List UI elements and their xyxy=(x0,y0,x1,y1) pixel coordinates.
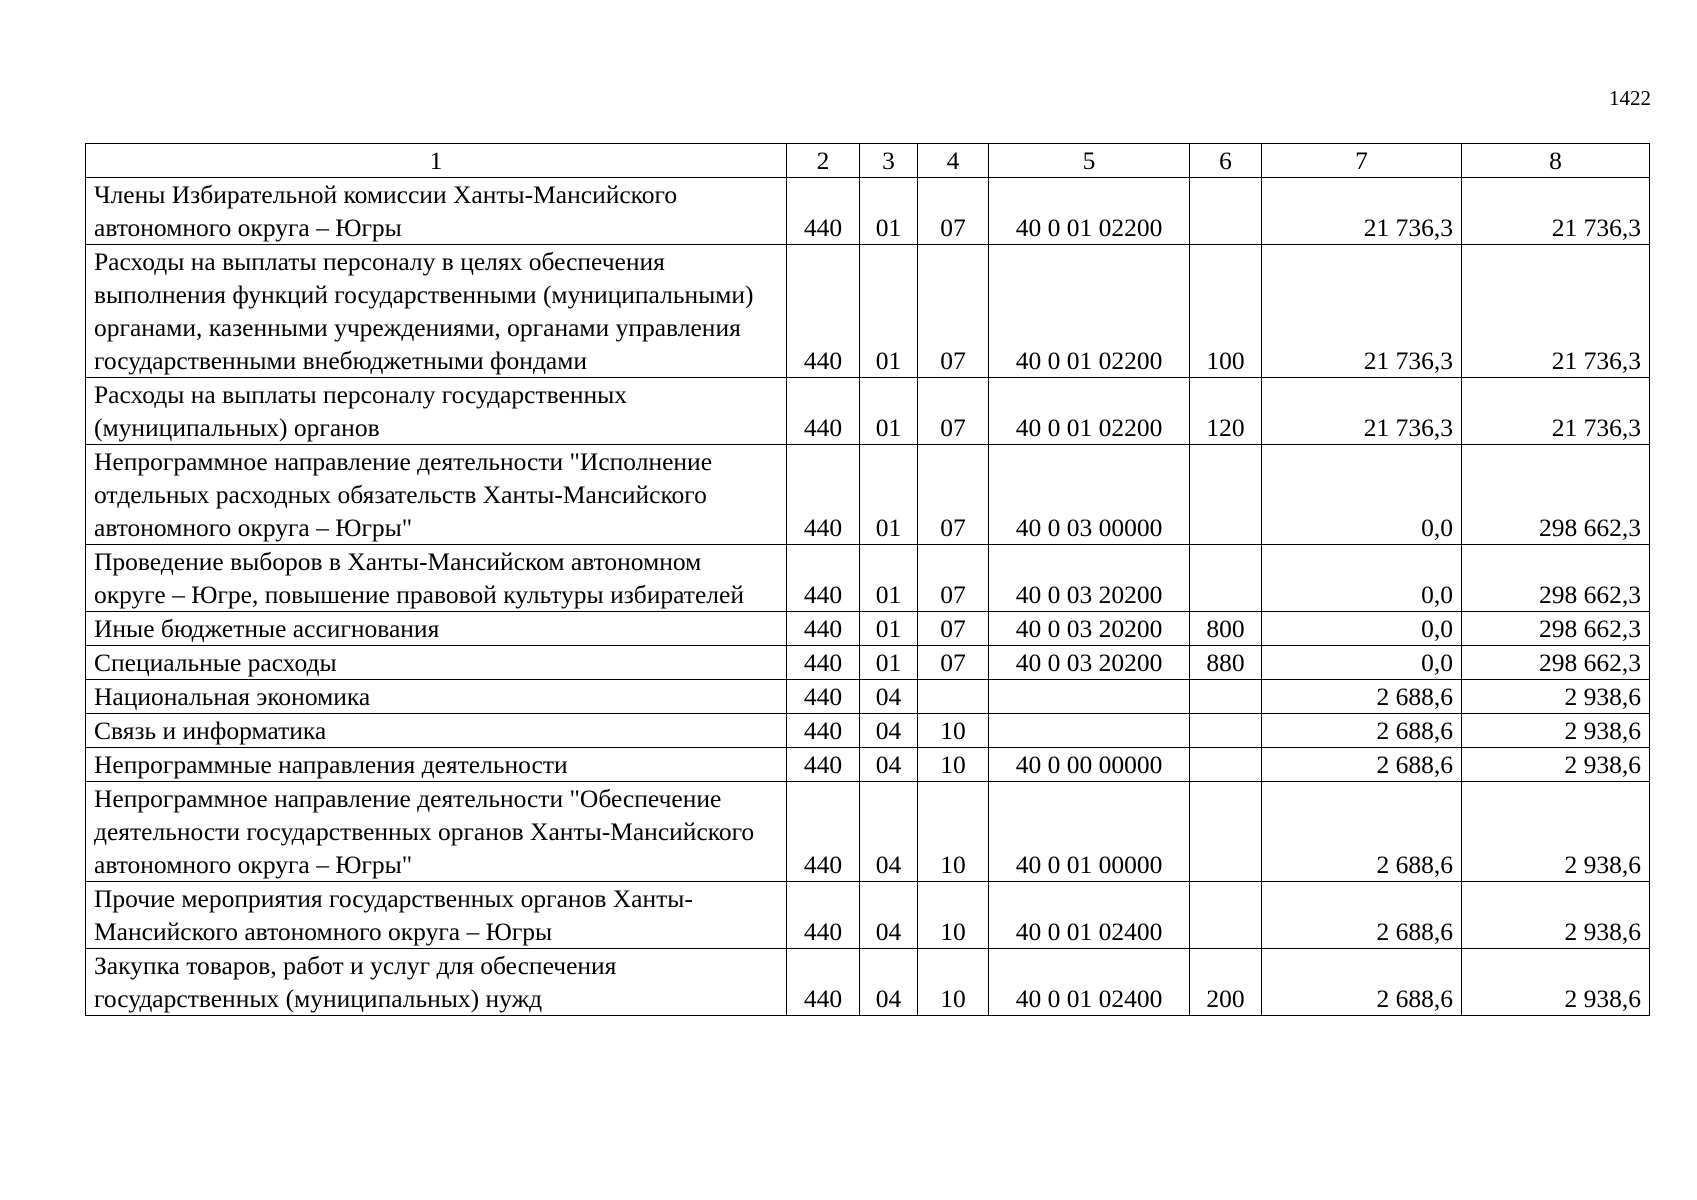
table-row xyxy=(86,748,1650,782)
table-row xyxy=(86,680,1650,714)
row-admin-code: 440 xyxy=(787,782,860,882)
row-section-code: 04 xyxy=(860,748,918,782)
row-amount-1: 0,0 xyxy=(1262,545,1462,612)
row-name: Иные бюджетные ассигнования xyxy=(86,612,787,646)
row-expense-type: 100 xyxy=(1190,245,1262,378)
row-name: Проведение выборов в Ханты-Мансийском автономном округе – Югре, повышение правовой культуры избирателей xyxy=(86,545,787,612)
row-amount-2: 298 662,3 xyxy=(1462,545,1650,612)
header-row xyxy=(86,144,1650,178)
row-name: Непрограммное направление деятельности "Обеспечение деятельности государственных органов Ханты-Мансийского автономного округа – Югры" xyxy=(86,782,787,882)
row-name: Специальные расходы xyxy=(86,646,787,680)
row-amount-2: 2 938,6 xyxy=(1462,782,1650,882)
row-section-code: 04 xyxy=(860,949,918,1016)
row-expense-type: 120 xyxy=(1190,378,1262,445)
row-amount-2: 2 938,6 xyxy=(1462,714,1650,748)
row-target-article: 40 0 01 02200 xyxy=(989,178,1190,245)
row-target-article: 40 0 01 02400 xyxy=(989,949,1190,1016)
row-subsection-code: 07 xyxy=(918,445,989,545)
row-amount-1: 2 688,6 xyxy=(1262,680,1462,714)
row-subsection-code: 07 xyxy=(918,646,989,680)
row-admin-code: 440 xyxy=(787,882,860,949)
row-expense-type: 200 xyxy=(1190,949,1262,1016)
row-amount-1: 0,0 xyxy=(1262,612,1462,646)
row-subsection-code: 10 xyxy=(918,882,989,949)
table-row xyxy=(86,646,1650,680)
table-body xyxy=(86,178,1650,1016)
row-admin-code: 440 xyxy=(787,378,860,445)
row-target-article xyxy=(989,714,1190,748)
row-subsection-code: 10 xyxy=(918,748,989,782)
row-amount-2: 2 938,6 xyxy=(1462,949,1650,1016)
row-target-article: 40 0 01 00000 xyxy=(989,782,1190,882)
row-name: Непрограммные направления деятельности xyxy=(86,748,787,782)
row-expense-type xyxy=(1190,714,1262,748)
row-section-code: 01 xyxy=(860,178,918,245)
row-section-code: 04 xyxy=(860,882,918,949)
row-subsection-code xyxy=(918,680,989,714)
row-section-code: 01 xyxy=(860,378,918,445)
column-header: 5 xyxy=(989,144,1190,178)
row-amount-1: 2 688,6 xyxy=(1262,748,1462,782)
row-admin-code: 440 xyxy=(787,949,860,1016)
row-subsection-code: 10 xyxy=(918,949,989,1016)
row-amount-2: 298 662,3 xyxy=(1462,646,1650,680)
row-amount-1: 0,0 xyxy=(1262,646,1462,680)
row-subsection-code: 07 xyxy=(918,545,989,612)
table-row xyxy=(86,445,1650,545)
row-target-article: 40 0 03 00000 xyxy=(989,445,1190,545)
row-expense-type xyxy=(1190,445,1262,545)
row-admin-code: 440 xyxy=(787,612,860,646)
row-name: Прочие мероприятия государственных органов Ханты-Мансийского автономного округа – Югры xyxy=(86,882,787,949)
row-name: Национальная экономика xyxy=(86,680,787,714)
budget-table xyxy=(85,143,1650,1016)
row-section-code: 01 xyxy=(860,545,918,612)
row-name: Расходы на выплаты персоналу государственных (муниципальных) органов xyxy=(86,378,787,445)
row-amount-1: 0,0 xyxy=(1262,445,1462,545)
row-name: Расходы на выплаты персоналу в целях обеспечения выполнения функций государственными (муниципальными) органами, казенными учреждениями, органами управления государственными внебюджетными фондами xyxy=(86,245,787,378)
row-amount-1: 21 736,3 xyxy=(1262,378,1462,445)
table-row xyxy=(86,378,1650,445)
table-row xyxy=(86,714,1650,748)
table-row xyxy=(86,612,1650,646)
row-expense-type: 880 xyxy=(1190,646,1262,680)
table-row xyxy=(86,782,1650,882)
row-amount-2: 21 736,3 xyxy=(1462,178,1650,245)
column-header: 3 xyxy=(860,144,918,178)
table-row xyxy=(86,178,1650,245)
row-section-code: 04 xyxy=(860,680,918,714)
row-subsection-code: 07 xyxy=(918,245,989,378)
row-expense-type xyxy=(1190,748,1262,782)
row-section-code: 01 xyxy=(860,612,918,646)
row-amount-2: 2 938,6 xyxy=(1462,748,1650,782)
column-header: 6 xyxy=(1190,144,1262,178)
row-target-article: 40 0 00 00000 xyxy=(989,748,1190,782)
row-amount-1: 21 736,3 xyxy=(1262,178,1462,245)
column-header: 8 xyxy=(1462,144,1650,178)
row-target-article: 40 0 03 20200 xyxy=(989,612,1190,646)
row-name: Члены Избирательной комиссии Ханты-Мансийского автономного округа – Югры xyxy=(86,178,787,245)
row-section-code: 04 xyxy=(860,782,918,882)
row-amount-2: 298 662,3 xyxy=(1462,612,1650,646)
row-target-article: 40 0 01 02400 xyxy=(989,882,1190,949)
row-section-code: 04 xyxy=(860,714,918,748)
column-header: 1 xyxy=(86,144,787,178)
row-amount-1: 2 688,6 xyxy=(1262,782,1462,882)
row-expense-type xyxy=(1190,782,1262,882)
row-admin-code: 440 xyxy=(787,445,860,545)
column-header: 2 xyxy=(787,144,860,178)
table-row xyxy=(86,882,1650,949)
row-amount-1: 2 688,6 xyxy=(1262,714,1462,748)
row-admin-code: 440 xyxy=(787,545,860,612)
row-subsection-code: 10 xyxy=(918,714,989,748)
row-expense-type xyxy=(1190,178,1262,245)
column-header: 7 xyxy=(1262,144,1462,178)
row-expense-type xyxy=(1190,882,1262,949)
table-row xyxy=(86,949,1650,1016)
row-section-code: 01 xyxy=(860,445,918,545)
table-row xyxy=(86,545,1650,612)
row-name: Закупка товаров, работ и услуг для обеспечения государственных (муниципальных) нужд xyxy=(86,949,787,1016)
row-target-article xyxy=(989,680,1190,714)
row-name: Непрограммное направление деятельности "Исполнение отдельных расходных обязательств Ханты-Мансийского автономного округа – Югры" xyxy=(86,445,787,545)
row-subsection-code: 07 xyxy=(918,378,989,445)
row-expense-type: 800 xyxy=(1190,612,1262,646)
row-subsection-code: 07 xyxy=(918,612,989,646)
row-subsection-code: 10 xyxy=(918,782,989,882)
row-amount-1: 2 688,6 xyxy=(1262,882,1462,949)
row-admin-code: 440 xyxy=(787,178,860,245)
row-admin-code: 440 xyxy=(787,748,860,782)
row-target-article: 40 0 01 02200 xyxy=(989,245,1190,378)
row-admin-code: 440 xyxy=(787,680,860,714)
row-amount-2: 298 662,3 xyxy=(1462,445,1650,545)
row-target-article: 40 0 03 20200 xyxy=(989,545,1190,612)
row-admin-code: 440 xyxy=(787,646,860,680)
row-target-article: 40 0 03 20200 xyxy=(989,646,1190,680)
page-number: 1422 xyxy=(1609,86,1651,110)
row-name: Связь и информатика xyxy=(86,714,787,748)
row-subsection-code: 07 xyxy=(918,178,989,245)
row-amount-2: 21 736,3 xyxy=(1462,245,1650,378)
row-section-code: 01 xyxy=(860,646,918,680)
row-amount-1: 21 736,3 xyxy=(1262,245,1462,378)
row-admin-code: 440 xyxy=(787,714,860,748)
row-expense-type xyxy=(1190,545,1262,612)
row-section-code: 01 xyxy=(860,245,918,378)
column-header: 4 xyxy=(918,144,989,178)
row-amount-2: 2 938,6 xyxy=(1462,680,1650,714)
row-amount-2: 21 736,3 xyxy=(1462,378,1650,445)
row-amount-2: 2 938,6 xyxy=(1462,882,1650,949)
table-row xyxy=(86,245,1650,378)
row-expense-type xyxy=(1190,680,1262,714)
row-amount-1: 2 688,6 xyxy=(1262,949,1462,1016)
row-admin-code: 440 xyxy=(787,245,860,378)
row-target-article: 40 0 01 02200 xyxy=(989,378,1190,445)
